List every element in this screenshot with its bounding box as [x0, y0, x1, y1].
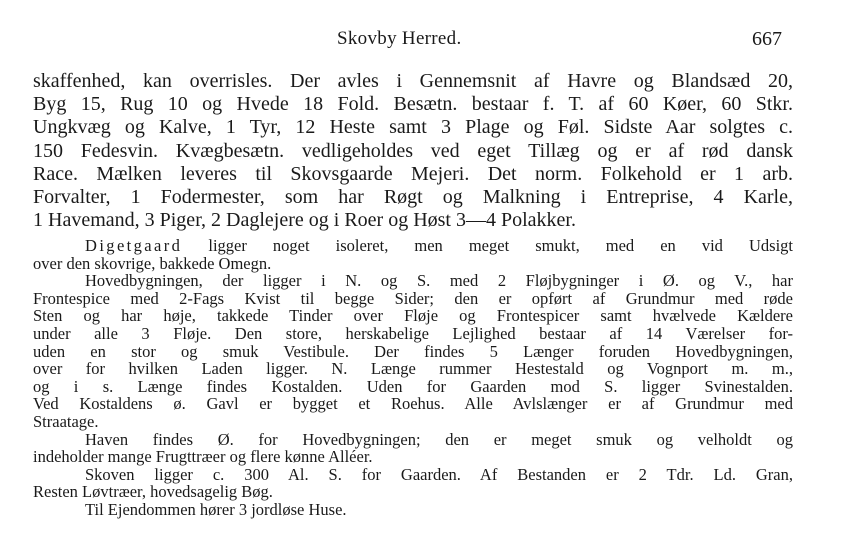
text-line: Skoven ligger c. 300 Al. S. for Gaarden. Af Bestanden er 2 Tdr. Ld. Gran, [85, 464, 793, 484]
paragraph-skoven [33, 466, 793, 501]
paragraph-hovedbygning [33, 272, 793, 430]
text-line: Frontespice med 2-Fags Kvist til begge Sider; den er opført af Grundmur med røde [33, 288, 793, 308]
text-line: Resten Løvtræer, hovedsagelig Bøg. [33, 482, 273, 502]
page-number: 667 [752, 28, 782, 50]
running-head [0, 28, 846, 56]
text-line [33, 237, 793, 255]
paragraph-livestock [33, 70, 793, 232]
text-line: Hovedbygningen, der ligger i N. og S. med 2 Fløjbygninger i Ø. og V., har [85, 271, 793, 291]
paragraph-haven [33, 431, 793, 466]
text-line: indeholder mange Frugttræer og flere kønne Alléer. [33, 447, 373, 467]
text-line: 150 Fedesvin. Kvægbesætn. vedligeholdes ved eget Tillæg og er af rød dansk [33, 139, 793, 162]
text-line: under alle 3 Fløje. Den store, herskabelige Lejlighed bestaar af 14 Værelser for- [33, 323, 793, 343]
text-line: Til Ejendommen hører 3 jordløse Huse. [85, 499, 347, 519]
text-line: Forvalter, 1 Fodermester, som har Røgt og Malkning i Entreprise, 4 Karle, [33, 185, 793, 208]
paragraph-ejendom [33, 501, 793, 519]
header-title: Skovby Herred. [337, 28, 462, 49]
text-line: Haven findes Ø. for Hovedbygningen; den er meget smuk og velholdt og [85, 429, 793, 449]
text-line: og i s. Længe findes Kostalden. Uden for Gaarden mod S. ligger Svinestalden. [33, 376, 793, 396]
text-line: uden en stor og smuk Vestibule. Der findes 5 Længer foruden Hovedbygningen, [33, 341, 793, 361]
text-line: Ungkvæg og Kalve, 1 Tyr, 12 Heste samt 3 Plage og Føl. Sidste Aar solgtes c. [33, 116, 793, 139]
text-line: Sten og har høje, takkede Tinder over Fløje og Frontespicer samt hvælvede Kældere [33, 306, 793, 326]
estate-name: Digetgaard [85, 236, 183, 255]
text-line: Byg 15, Rug 10 og Hvede 18 Fold. Besætn. bestaar f. T. af 60 Køer, 60 Stkr. [33, 93, 793, 116]
text-line: Ved Kostaldens ø. Gavl er bygget et Roehus. Alle Avlslænger er af Grundmur med [33, 394, 793, 414]
text-fragment: ligger noget isoleret, men meget smukt, med en vid Udsigt [182, 236, 793, 255]
text-line: over den skovrige, bakkede Omegn. [33, 253, 272, 273]
small-print-section [33, 237, 793, 519]
text-line: Straatage. [33, 411, 99, 431]
text-line: Race. Mælken leveres til Skovsgaarde Mejeri. Det norm. Folkehold er 1 arb. [33, 162, 793, 185]
text-line: 1 Havemand, 3 Piger, 2 Daglejere og i Roer og Høst 3—4 Polakker. [33, 209, 576, 232]
text-line: skaffenhed, kan overrisles. Der avles i Gennemsnit af Havre og Blandsæd 20, [33, 70, 793, 92]
text-line: over for hvilken Laden ligger. N. Længe rummer Hestestald og Vognport m. m., [33, 359, 793, 379]
paragraph-digetgaard [33, 237, 793, 272]
